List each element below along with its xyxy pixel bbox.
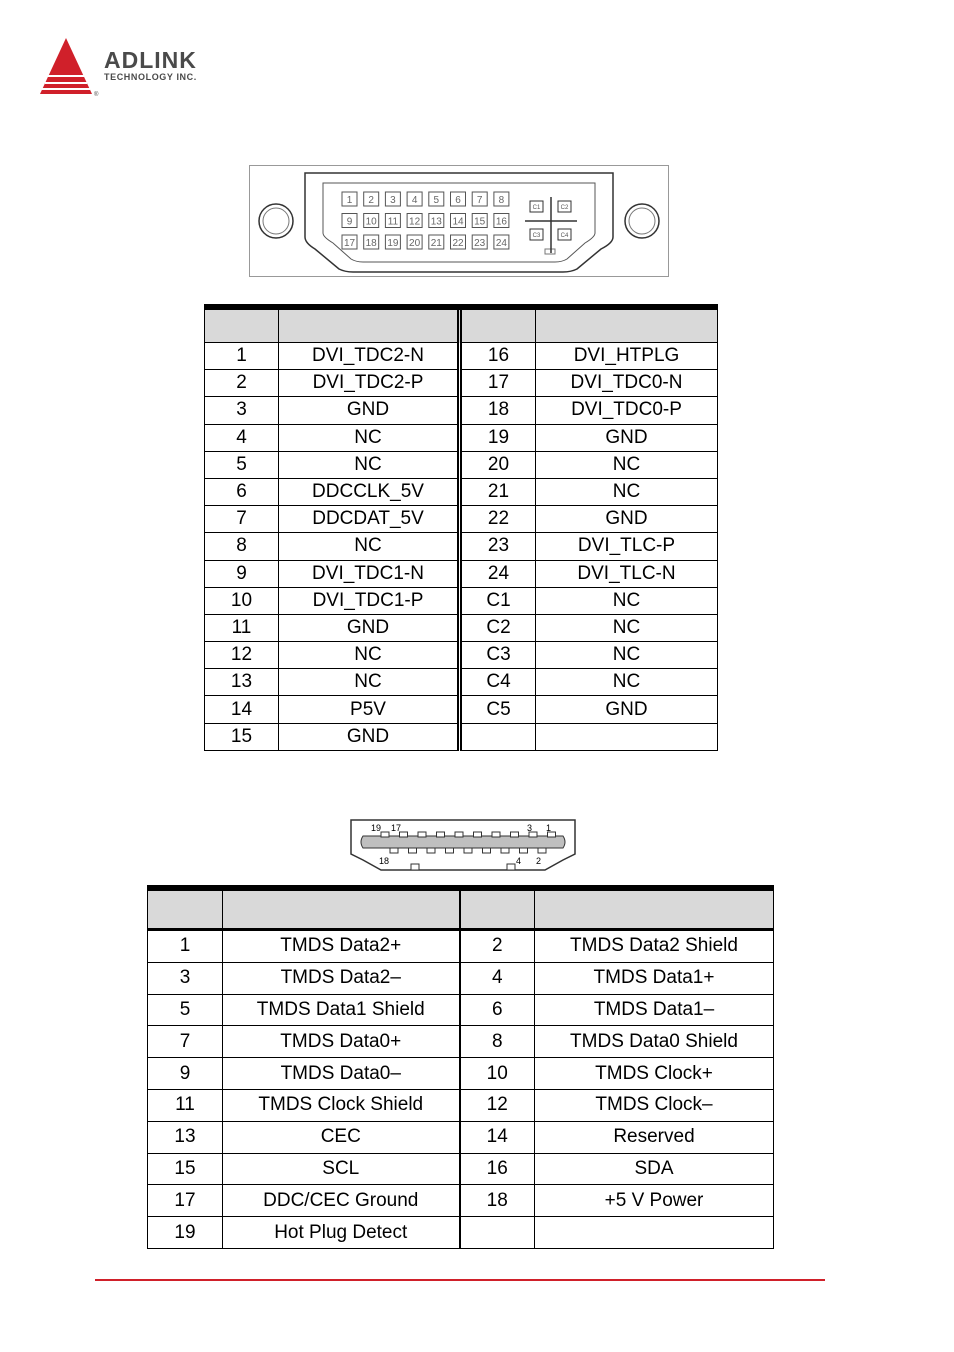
pin-number-cell: 5	[148, 994, 223, 1026]
hdmi-pin-label-18: 18	[379, 856, 390, 866]
pin-number-cell	[460, 723, 536, 750]
signal-name-cell: DVI_HTPLG	[536, 343, 718, 370]
pin-number-cell: 15	[148, 1153, 223, 1185]
signal-name-cell: GND	[536, 424, 718, 451]
pin-number-cell: 1	[205, 343, 279, 370]
dvi-pin-label: 12	[409, 216, 421, 228]
pin-number-cell: 3	[148, 962, 223, 994]
signal-name-cell: NC	[279, 669, 460, 696]
brand-name: ADLINK	[104, 47, 197, 73]
table-row	[148, 1058, 774, 1090]
signal-name-cell: NC	[279, 533, 460, 560]
pin-number-cell: 6	[460, 994, 535, 1026]
signal-name-cell: NC	[279, 424, 460, 451]
dvi-pin-label: 15	[474, 216, 486, 228]
dvi-pin-label: 17	[343, 238, 356, 249]
table-row	[205, 696, 718, 723]
signal-name-cell: Hot Plug Detect	[223, 1217, 460, 1249]
signal-name-cell: DVI_TDC1-P	[279, 587, 460, 614]
table-row	[148, 1153, 774, 1185]
signal-name-cell: DVI_TLC-N	[536, 560, 718, 587]
table-row	[148, 1185, 774, 1217]
pin-number-cell: 8	[460, 1026, 535, 1058]
dvi-pin-label: 16	[495, 216, 507, 228]
signal-name-cell: GND	[279, 397, 460, 424]
header-cell	[279, 307, 460, 343]
header-cell	[148, 888, 223, 930]
table-row	[148, 930, 774, 963]
pin-number-cell: 5	[205, 451, 279, 478]
signal-name-cell: TMDS Data0+	[223, 1026, 460, 1058]
header-cell	[460, 307, 536, 343]
pin-number-cell: 6	[205, 478, 279, 505]
pin-number-cell: 14	[205, 696, 279, 723]
table-row	[205, 723, 718, 750]
dvi-pin-label: 7	[476, 195, 483, 206]
pin-number-cell: 4	[460, 962, 535, 994]
brand-subtitle: TECHNOLOGY INC.	[104, 72, 197, 82]
dvi-pin-label: 24	[495, 238, 507, 249]
dvi-pin-label: 11	[387, 216, 399, 228]
hdmi-pin-top	[492, 832, 500, 837]
pin-number-cell: 10	[205, 587, 279, 614]
pin-number-cell: 15	[205, 723, 279, 750]
hdmi-pin-bottom	[520, 848, 528, 853]
hdmi-pin-label-1: 1	[546, 823, 552, 833]
hdmi-pin-label-3: 3	[527, 823, 533, 833]
pin-number-cell: 17	[460, 370, 536, 397]
dvi-c-pin-label: C4	[560, 233, 569, 239]
pin-number-cell: 16	[460, 1153, 535, 1185]
pin-number-cell: 11	[148, 1089, 223, 1121]
signal-name-cell: DVI_TLC-P	[536, 533, 718, 560]
pin-number-cell: 23	[460, 533, 536, 560]
dvi-c-pin-label: C3	[532, 233, 541, 239]
pin-number-cell: 20	[460, 451, 536, 478]
dvi-pin-label: 22	[452, 238, 464, 249]
pin-number-cell: 13	[148, 1121, 223, 1153]
dvi-pin-label: 9	[346, 216, 353, 228]
dvi-pin-label: 5	[433, 195, 440, 206]
pin-number-cell: C3	[460, 642, 536, 669]
hdmi-pin-label-19: 19	[371, 823, 382, 833]
table-row	[148, 994, 774, 1026]
pin-number-cell: 8	[205, 533, 279, 560]
registered-mark: ®	[94, 92, 99, 98]
hdmi-pin-top	[474, 832, 482, 837]
signal-name-cell: GND	[279, 614, 460, 641]
pin-number-cell: 10	[460, 1058, 535, 1090]
table-row	[205, 370, 718, 397]
pin-number-cell	[460, 1217, 535, 1249]
hdmi-pin-bottom	[409, 848, 417, 853]
table-row	[205, 397, 718, 424]
pin-number-cell: C2	[460, 614, 536, 641]
signal-name-cell: NC	[536, 614, 718, 641]
signal-name-cell: SDA	[535, 1153, 774, 1185]
table-row	[205, 533, 718, 560]
table-header-row	[205, 307, 718, 343]
signal-name-cell: Reserved	[535, 1121, 774, 1153]
signal-name-cell: DVI_TDC2-P	[279, 370, 460, 397]
pin-number-cell: 2	[460, 930, 535, 963]
pin-number-cell: 3	[205, 397, 279, 424]
table-row	[205, 506, 718, 533]
pin-number-cell: 11	[205, 614, 279, 641]
table-row	[205, 343, 718, 370]
signal-name-cell: DDCDAT_5V	[279, 506, 460, 533]
signal-name-cell: GND	[536, 506, 718, 533]
hdmi-pin-bottom	[538, 848, 546, 853]
hdmi-pin-label-2: 2	[536, 856, 542, 866]
dvi-pin-label: 3	[390, 195, 396, 206]
hdmi-pin-table	[147, 885, 774, 1249]
pin-number-cell: 21	[460, 478, 536, 505]
signal-name-cell: DDCCLK_5V	[279, 478, 460, 505]
pin-number-cell: C5	[460, 696, 536, 723]
signal-name-cell	[535, 1217, 774, 1249]
pin-number-cell: C1	[460, 587, 536, 614]
table-row	[205, 478, 718, 505]
header-cell	[535, 888, 774, 930]
signal-name-cell: DVI_TDC0-N	[536, 370, 718, 397]
pin-number-cell: 1	[148, 930, 223, 963]
table-row	[205, 614, 718, 641]
dvi-c-pin-label: C2	[560, 205, 569, 211]
footer-rule	[95, 1279, 825, 1281]
signal-name-cell: TMDS Data0–	[223, 1058, 460, 1090]
pin-number-cell: C4	[460, 669, 536, 696]
hdmi-pin-bottom	[464, 848, 472, 853]
signal-name-cell: GND	[536, 696, 718, 723]
hdmi-pin-top	[511, 832, 519, 837]
signal-name-cell: DDC/CEC Ground	[223, 1185, 460, 1217]
hdmi-connector-diagram	[349, 818, 577, 874]
logo-text	[104, 48, 197, 82]
pin-number-cell: 14	[460, 1121, 535, 1153]
signal-name-cell: TMDS Data1+	[535, 962, 774, 994]
dvi-pin-label: 1	[346, 195, 353, 206]
table-row	[205, 424, 718, 451]
hdmi-pin-bottom	[446, 848, 454, 853]
table-row	[205, 669, 718, 696]
signal-name-cell: P5V	[279, 696, 460, 723]
table-row	[148, 1217, 774, 1249]
signal-name-cell: NC	[536, 451, 718, 478]
signal-name-cell: TMDS Data2+	[223, 930, 460, 963]
table-row	[205, 451, 718, 478]
hdmi-pin-top	[455, 832, 463, 837]
dvi-pin-label: 8	[498, 195, 505, 206]
signal-name-cell: TMDS Data0 Shield	[535, 1026, 774, 1058]
dvi-pin-label: 6	[455, 195, 461, 206]
pin-number-cell: 12	[460, 1089, 535, 1121]
pin-number-cell: 9	[205, 560, 279, 587]
pin-number-cell: 24	[460, 560, 536, 587]
pin-number-cell: 18	[460, 1185, 535, 1217]
table-row	[205, 642, 718, 669]
signal-name-cell: +5 V Power	[535, 1185, 774, 1217]
table-row	[148, 962, 774, 994]
hdmi-pin-label-4: 4	[516, 856, 522, 866]
dvi-pin-label: 20	[409, 238, 421, 249]
dvi-pin-label: 19	[387, 238, 399, 249]
hdmi-pin-label-17: 17	[391, 823, 402, 833]
dvi-pin-label: 10	[365, 216, 377, 228]
dvi-pin-label: 4	[411, 195, 418, 206]
signal-name-cell: TMDS Clock+	[535, 1058, 774, 1090]
hdmi-pin-bottom	[483, 848, 491, 853]
table-row	[148, 1121, 774, 1153]
table-row	[148, 1026, 774, 1058]
signal-name-cell: TMDS Data1–	[535, 994, 774, 1026]
pin-number-cell: 12	[205, 642, 279, 669]
hdmi-pin-top	[418, 832, 426, 837]
hdmi-pin-bottom	[427, 848, 435, 853]
pin-number-cell: 13	[205, 669, 279, 696]
signal-name-cell: GND	[279, 723, 460, 750]
dvi-pin-label: 14	[452, 216, 464, 228]
signal-name-cell: TMDS Clock Shield	[223, 1089, 460, 1121]
signal-name-cell: NC	[279, 642, 460, 669]
signal-name-cell: TMDS Data2 Shield	[535, 930, 774, 963]
dvi-pin-label: 2	[368, 195, 374, 206]
hdmi-pin-top	[381, 832, 389, 837]
pin-number-cell: 7	[205, 506, 279, 533]
hdmi-pin-top	[437, 832, 445, 837]
signal-name-cell: DVI_TDC2-N	[279, 343, 460, 370]
signal-name-cell: NC	[279, 451, 460, 478]
signal-name-cell	[536, 723, 718, 750]
dvi-connector-diagram	[249, 165, 669, 277]
header-cell	[460, 888, 535, 930]
dvi-pin-label: 18	[365, 238, 377, 249]
pin-number-cell: 2	[205, 370, 279, 397]
pin-number-cell: 17	[148, 1185, 223, 1217]
pin-number-cell: 7	[148, 1026, 223, 1058]
header-cell	[205, 307, 279, 343]
pin-number-cell: 18	[460, 397, 536, 424]
dvi-pin-table	[204, 304, 718, 751]
table-header-row	[148, 888, 774, 930]
header-cell	[223, 888, 460, 930]
hdmi-pin-bottom	[390, 848, 398, 853]
signal-name-cell: TMDS Clock–	[535, 1089, 774, 1121]
signal-name-cell: DVI_TDC0-P	[536, 397, 718, 424]
signal-name-cell: NC	[536, 478, 718, 505]
dvi-pin-label: 21	[430, 238, 442, 249]
table-row	[148, 1089, 774, 1121]
pin-number-cell: 22	[460, 506, 536, 533]
hdmi-pin-bottom	[501, 848, 509, 853]
dvi-pin-label: 13	[430, 216, 442, 228]
signal-name-cell: NC	[536, 669, 718, 696]
signal-name-cell: DVI_TDC1-N	[279, 560, 460, 587]
table-row	[205, 560, 718, 587]
pin-number-cell: 9	[148, 1058, 223, 1090]
signal-name-cell: NC	[536, 587, 718, 614]
table-row	[205, 587, 718, 614]
signal-name-cell: NC	[536, 642, 718, 669]
signal-name-cell: CEC	[223, 1121, 460, 1153]
signal-name-cell: SCL	[223, 1153, 460, 1185]
dvi-c-pin-label: C1	[532, 205, 541, 211]
signal-name-cell: TMDS Data2–	[223, 962, 460, 994]
pin-number-cell: 19	[460, 424, 536, 451]
header-cell	[536, 307, 718, 343]
dvi-pin-label: 23	[474, 238, 486, 249]
pin-number-cell: 19	[148, 1217, 223, 1249]
pin-number-cell: 4	[205, 424, 279, 451]
pin-number-cell: 16	[460, 343, 536, 370]
signal-name-cell: TMDS Data1 Shield	[223, 994, 460, 1026]
